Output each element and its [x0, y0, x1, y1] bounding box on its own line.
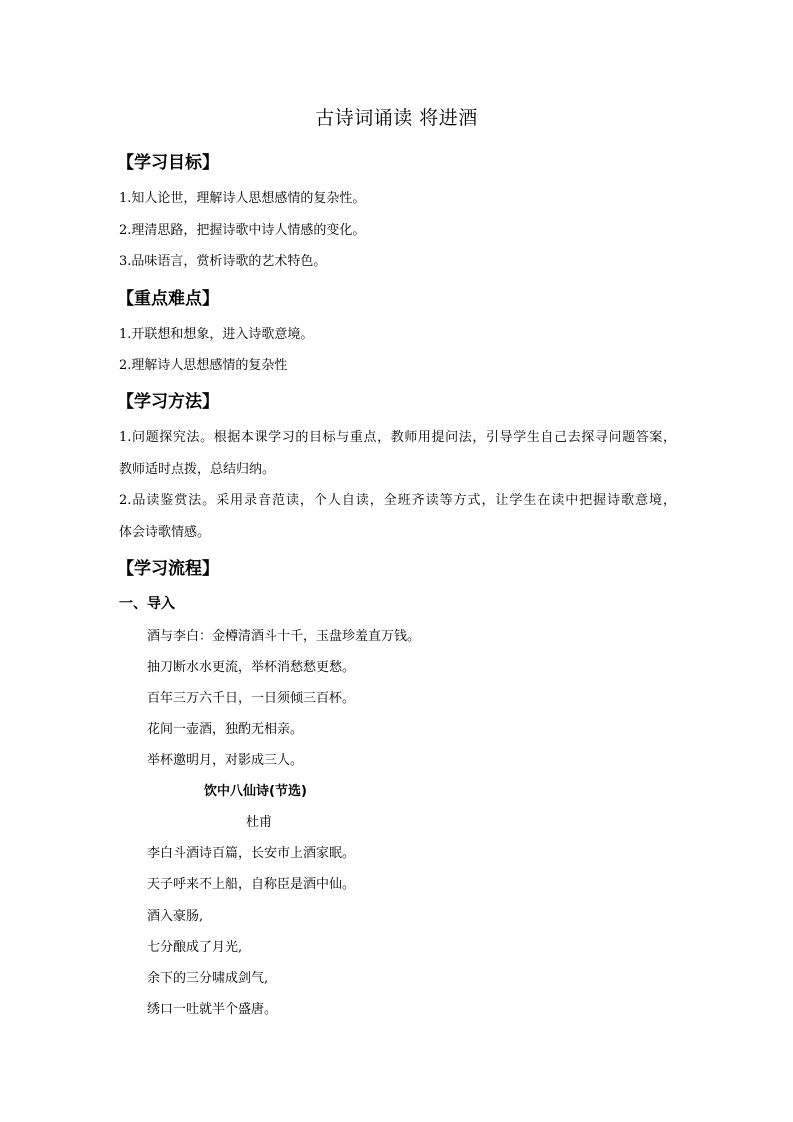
- poem-title: 饮中八仙诗(节选): [204, 784, 307, 799]
- keypoint-item-1: 1.开联想和想象，进入诗歌意境。: [119, 327, 314, 342]
- goal-item-3: 3.品味语言，赏析诗歌的艺术特色。: [119, 254, 327, 269]
- keypoint-item-2: 2.理解诗人思想感情的复杂性: [119, 358, 288, 373]
- goal-item-2: 2.理清思路，把握诗歌中诗人情感的变化。: [119, 223, 366, 238]
- method-item-2-line-2: 体会诗歌情感。: [119, 525, 211, 540]
- intro-line-3: 百年三万六千日，一日须倾三百杯。: [147, 691, 356, 706]
- poem-line-4: 七分酿成了月光,: [147, 940, 243, 955]
- intro-line-1: 酒与李白：金樽清酒斗十千，玉盘珍羞直万钱。: [147, 629, 421, 644]
- heading-key-points: 【重点难点】: [117, 289, 219, 309]
- heading-learning-methods: 【学习方法】: [117, 392, 219, 412]
- poem-author: 杜甫: [246, 815, 273, 830]
- method-item-1-line-2: 教师适时点拨，总结归纳。: [119, 462, 276, 477]
- subheading-intro: 一、导入: [119, 596, 175, 612]
- heading-learning-goals: 【学习目标】: [117, 153, 219, 173]
- poem-line-1: 李白斗酒诗百篇，长安市上酒家眠。: [147, 846, 356, 861]
- poem-line-5: 余下的三分啸成剑气,: [147, 971, 269, 986]
- method-item-2-line-1: 2.品读鉴赏法。采用录音范读，个人自读，全班齐读等方式，让学生在读中把握诗歌意境，: [119, 493, 676, 508]
- poem-line-2: 天子呼来不上船，自称臣是酒中仙。: [147, 877, 356, 892]
- goal-item-1: 1.知人论世，理解诗人思想感情的复杂性。: [119, 191, 366, 206]
- heading-learning-process: 【学习流程】: [117, 559, 219, 579]
- poem-line-3: 酒入豪肠,: [147, 909, 204, 924]
- intro-line-5: 举杯邀明月，对影成三人。: [147, 753, 304, 768]
- intro-line-2: 抽刀断水水更流，举杯消愁愁更愁。: [147, 660, 356, 675]
- intro-line-4: 花间一壶酒，独酌无相亲。: [147, 722, 304, 737]
- poem-line-6: 绣口一吐就半个盛唐。: [147, 1002, 278, 1017]
- method-item-1-line-1: 1.问题探究法。根据本课学习的目标与重点，教师用提问法，引导学生自己去探寻问题答案，: [119, 430, 676, 445]
- page-title: 古诗词诵读 将进酒: [315, 107, 478, 129]
